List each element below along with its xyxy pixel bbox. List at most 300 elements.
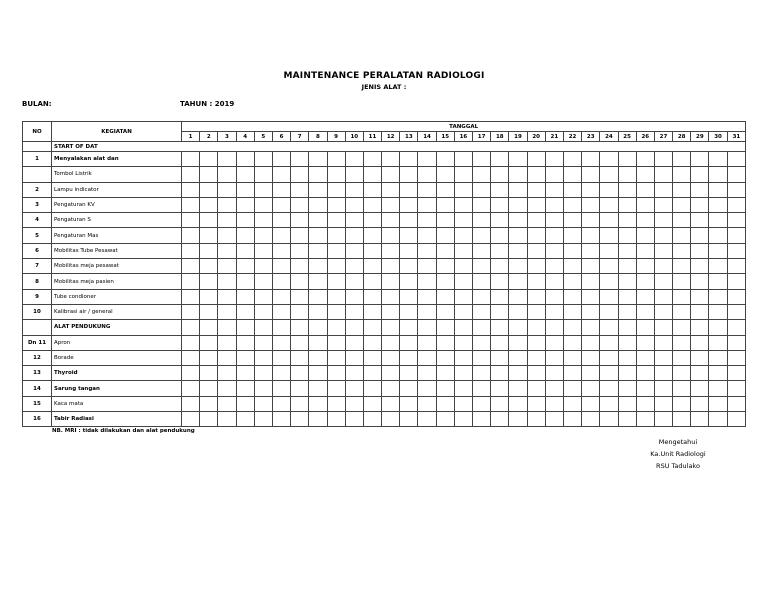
check-cell[interactable] <box>527 197 545 212</box>
check-cell[interactable] <box>654 289 672 304</box>
check-cell[interactable] <box>254 366 272 381</box>
check-cell[interactable] <box>582 167 600 182</box>
check-cell[interactable] <box>727 213 746 228</box>
check-cell[interactable] <box>600 289 618 304</box>
check-cell[interactable] <box>654 350 672 365</box>
check-cell[interactable] <box>582 335 600 350</box>
check-cell[interactable] <box>436 350 454 365</box>
check-cell[interactable] <box>491 381 509 396</box>
check-cell[interactable] <box>382 412 400 427</box>
check-cell[interactable] <box>309 243 327 258</box>
check-cell[interactable] <box>218 197 236 212</box>
check-cell[interactable] <box>509 335 527 350</box>
check-cell[interactable] <box>618 335 636 350</box>
check-cell[interactable] <box>691 335 709 350</box>
check-cell[interactable] <box>673 213 691 228</box>
check-cell[interactable] <box>618 320 636 335</box>
check-cell[interactable] <box>491 289 509 304</box>
check-cell[interactable] <box>400 259 418 274</box>
check-cell[interactable] <box>654 213 672 228</box>
check-cell[interactable] <box>709 366 727 381</box>
check-cell[interactable] <box>473 320 491 335</box>
check-cell[interactable] <box>709 289 727 304</box>
check-cell[interactable] <box>200 396 218 411</box>
check-cell[interactable] <box>236 335 254 350</box>
check-cell[interactable] <box>709 335 727 350</box>
check-cell[interactable] <box>563 289 581 304</box>
check-cell[interactable] <box>473 366 491 381</box>
check-cell[interactable] <box>291 243 309 258</box>
check-cell[interactable] <box>272 167 290 182</box>
check-cell[interactable] <box>527 289 545 304</box>
check-cell[interactable] <box>291 396 309 411</box>
check-cell[interactable] <box>473 335 491 350</box>
check-cell[interactable] <box>709 213 727 228</box>
check-cell[interactable] <box>254 182 272 197</box>
check-cell[interactable] <box>182 197 200 212</box>
check-cell[interactable] <box>673 197 691 212</box>
check-cell[interactable] <box>582 366 600 381</box>
check-cell[interactable] <box>291 228 309 243</box>
check-cell[interactable] <box>272 274 290 289</box>
check-cell[interactable] <box>636 243 654 258</box>
check-cell[interactable] <box>254 350 272 365</box>
check-cell[interactable] <box>545 213 563 228</box>
check-cell[interactable] <box>327 381 345 396</box>
check-cell[interactable] <box>563 197 581 212</box>
check-cell[interactable] <box>454 366 472 381</box>
check-cell[interactable] <box>418 289 436 304</box>
check-cell[interactable] <box>473 197 491 212</box>
check-cell[interactable] <box>527 259 545 274</box>
check-cell[interactable] <box>418 243 436 258</box>
check-cell[interactable] <box>382 366 400 381</box>
check-cell[interactable] <box>400 289 418 304</box>
check-cell[interactable] <box>309 335 327 350</box>
check-cell[interactable] <box>563 350 581 365</box>
check-cell[interactable] <box>527 396 545 411</box>
check-cell[interactable] <box>582 381 600 396</box>
check-cell[interactable] <box>236 182 254 197</box>
check-cell[interactable] <box>454 228 472 243</box>
check-cell[interactable] <box>545 412 563 427</box>
check-cell[interactable] <box>545 259 563 274</box>
check-cell[interactable] <box>272 213 290 228</box>
check-cell[interactable] <box>709 197 727 212</box>
check-cell[interactable] <box>236 366 254 381</box>
check-cell[interactable] <box>236 228 254 243</box>
check-cell[interactable] <box>491 228 509 243</box>
check-cell[interactable] <box>436 320 454 335</box>
check-cell[interactable] <box>327 304 345 319</box>
check-cell[interactable] <box>182 243 200 258</box>
check-cell[interactable] <box>309 152 327 167</box>
check-cell[interactable] <box>473 213 491 228</box>
check-cell[interactable] <box>327 259 345 274</box>
check-cell[interactable] <box>618 213 636 228</box>
check-cell[interactable] <box>545 350 563 365</box>
check-cell[interactable] <box>200 381 218 396</box>
check-cell[interactable] <box>182 335 200 350</box>
check-cell[interactable] <box>218 213 236 228</box>
check-cell[interactable] <box>382 213 400 228</box>
check-cell[interactable] <box>618 228 636 243</box>
check-cell[interactable] <box>182 274 200 289</box>
check-cell[interactable] <box>363 412 381 427</box>
check-cell[interactable] <box>218 396 236 411</box>
check-cell[interactable] <box>382 167 400 182</box>
check-cell[interactable] <box>309 228 327 243</box>
check-cell[interactable] <box>436 228 454 243</box>
check-cell[interactable] <box>272 197 290 212</box>
check-cell[interactable] <box>363 335 381 350</box>
check-cell[interactable] <box>236 243 254 258</box>
check-cell[interactable] <box>600 350 618 365</box>
check-cell[interactable] <box>418 412 436 427</box>
check-cell[interactable] <box>382 396 400 411</box>
check-cell[interactable] <box>291 213 309 228</box>
check-cell[interactable] <box>236 350 254 365</box>
check-cell[interactable] <box>582 259 600 274</box>
check-cell[interactable] <box>509 304 527 319</box>
check-cell[interactable] <box>636 197 654 212</box>
check-cell[interactable] <box>527 182 545 197</box>
check-cell[interactable] <box>727 243 746 258</box>
check-cell[interactable] <box>363 381 381 396</box>
check-cell[interactable] <box>600 335 618 350</box>
check-cell[interactable] <box>636 182 654 197</box>
check-cell[interactable] <box>291 335 309 350</box>
check-cell[interactable] <box>363 243 381 258</box>
check-cell[interactable] <box>582 152 600 167</box>
check-cell[interactable] <box>363 167 381 182</box>
check-cell[interactable] <box>654 274 672 289</box>
check-cell[interactable] <box>382 152 400 167</box>
check-cell[interactable] <box>436 381 454 396</box>
check-cell[interactable] <box>200 152 218 167</box>
check-cell[interactable] <box>254 320 272 335</box>
check-cell[interactable] <box>691 197 709 212</box>
check-cell[interactable] <box>673 182 691 197</box>
check-cell[interactable] <box>200 304 218 319</box>
check-cell[interactable] <box>327 243 345 258</box>
check-cell[interactable] <box>272 304 290 319</box>
check-cell[interactable] <box>236 320 254 335</box>
check-cell[interactable] <box>491 304 509 319</box>
check-cell[interactable] <box>236 167 254 182</box>
check-cell[interactable] <box>291 320 309 335</box>
check-cell[interactable] <box>654 381 672 396</box>
check-cell[interactable] <box>600 182 618 197</box>
check-cell[interactable] <box>345 320 363 335</box>
check-cell[interactable] <box>563 152 581 167</box>
check-cell[interactable] <box>400 304 418 319</box>
check-cell[interactable] <box>654 152 672 167</box>
check-cell[interactable] <box>345 381 363 396</box>
check-cell[interactable] <box>473 274 491 289</box>
check-cell[interactable] <box>400 152 418 167</box>
check-cell[interactable] <box>491 366 509 381</box>
check-cell[interactable] <box>491 320 509 335</box>
check-cell[interactable] <box>200 335 218 350</box>
check-cell[interactable] <box>727 412 746 427</box>
check-cell[interactable] <box>272 289 290 304</box>
check-cell[interactable] <box>363 228 381 243</box>
check-cell[interactable] <box>473 228 491 243</box>
check-cell[interactable] <box>454 396 472 411</box>
check-cell[interactable] <box>654 366 672 381</box>
check-cell[interactable] <box>272 366 290 381</box>
check-cell[interactable] <box>636 412 654 427</box>
check-cell[interactable] <box>309 366 327 381</box>
check-cell[interactable] <box>272 152 290 167</box>
check-cell[interactable] <box>636 289 654 304</box>
check-cell[interactable] <box>709 259 727 274</box>
check-cell[interactable] <box>527 320 545 335</box>
check-cell[interactable] <box>618 274 636 289</box>
check-cell[interactable] <box>527 366 545 381</box>
check-cell[interactable] <box>454 304 472 319</box>
check-cell[interactable] <box>200 167 218 182</box>
check-cell[interactable] <box>309 381 327 396</box>
check-cell[interactable] <box>363 304 381 319</box>
check-cell[interactable] <box>418 274 436 289</box>
check-cell[interactable] <box>327 274 345 289</box>
check-cell[interactable] <box>345 396 363 411</box>
check-cell[interactable] <box>400 381 418 396</box>
check-cell[interactable] <box>691 320 709 335</box>
check-cell[interactable] <box>454 182 472 197</box>
check-cell[interactable] <box>673 304 691 319</box>
check-cell[interactable] <box>618 259 636 274</box>
check-cell[interactable] <box>563 213 581 228</box>
check-cell[interactable] <box>563 366 581 381</box>
check-cell[interactable] <box>673 412 691 427</box>
check-cell[interactable] <box>509 289 527 304</box>
check-cell[interactable] <box>654 243 672 258</box>
check-cell[interactable] <box>345 182 363 197</box>
check-cell[interactable] <box>436 152 454 167</box>
check-cell[interactable] <box>527 152 545 167</box>
check-cell[interactable] <box>709 243 727 258</box>
check-cell[interactable] <box>727 182 746 197</box>
check-cell[interactable] <box>545 396 563 411</box>
check-cell[interactable] <box>200 412 218 427</box>
check-cell[interactable] <box>436 412 454 427</box>
check-cell[interactable] <box>582 182 600 197</box>
check-cell[interactable] <box>491 243 509 258</box>
check-cell[interactable] <box>254 167 272 182</box>
check-cell[interactable] <box>509 381 527 396</box>
check-cell[interactable] <box>654 396 672 411</box>
check-cell[interactable] <box>691 167 709 182</box>
check-cell[interactable] <box>309 274 327 289</box>
check-cell[interactable] <box>636 213 654 228</box>
check-cell[interactable] <box>218 182 236 197</box>
check-cell[interactable] <box>491 335 509 350</box>
check-cell[interactable] <box>327 289 345 304</box>
check-cell[interactable] <box>618 289 636 304</box>
check-cell[interactable] <box>582 228 600 243</box>
check-cell[interactable] <box>363 259 381 274</box>
check-cell[interactable] <box>291 197 309 212</box>
check-cell[interactable] <box>200 228 218 243</box>
check-cell[interactable] <box>582 350 600 365</box>
check-cell[interactable] <box>673 274 691 289</box>
check-cell[interactable] <box>254 243 272 258</box>
check-cell[interactable] <box>527 213 545 228</box>
check-cell[interactable] <box>272 335 290 350</box>
check-cell[interactable] <box>545 304 563 319</box>
check-cell[interactable] <box>345 304 363 319</box>
check-cell[interactable] <box>545 366 563 381</box>
check-cell[interactable] <box>491 396 509 411</box>
check-cell[interactable] <box>527 350 545 365</box>
check-cell[interactable] <box>454 320 472 335</box>
check-cell[interactable] <box>527 381 545 396</box>
check-cell[interactable] <box>473 182 491 197</box>
check-cell[interactable] <box>182 289 200 304</box>
check-cell[interactable] <box>527 274 545 289</box>
check-cell[interactable] <box>636 366 654 381</box>
check-cell[interactable] <box>673 259 691 274</box>
check-cell[interactable] <box>345 197 363 212</box>
check-cell[interactable] <box>382 335 400 350</box>
check-cell[interactable] <box>673 320 691 335</box>
check-cell[interactable] <box>618 152 636 167</box>
check-cell[interactable] <box>418 335 436 350</box>
check-cell[interactable] <box>218 381 236 396</box>
check-cell[interactable] <box>309 412 327 427</box>
check-cell[interactable] <box>563 274 581 289</box>
check-cell[interactable] <box>345 243 363 258</box>
check-cell[interactable] <box>727 289 746 304</box>
check-cell[interactable] <box>345 274 363 289</box>
check-cell[interactable] <box>418 167 436 182</box>
check-cell[interactable] <box>345 350 363 365</box>
check-cell[interactable] <box>254 335 272 350</box>
check-cell[interactable] <box>272 228 290 243</box>
check-cell[interactable] <box>654 320 672 335</box>
check-cell[interactable] <box>236 304 254 319</box>
check-cell[interactable] <box>673 243 691 258</box>
check-cell[interactable] <box>563 304 581 319</box>
check-cell[interactable] <box>382 304 400 319</box>
check-cell[interactable] <box>636 320 654 335</box>
check-cell[interactable] <box>182 259 200 274</box>
check-cell[interactable] <box>309 320 327 335</box>
check-cell[interactable] <box>382 259 400 274</box>
check-cell[interactable] <box>236 289 254 304</box>
check-cell[interactable] <box>254 381 272 396</box>
check-cell[interactable] <box>272 259 290 274</box>
check-cell[interactable] <box>491 213 509 228</box>
check-cell[interactable] <box>254 228 272 243</box>
check-cell[interactable] <box>418 152 436 167</box>
check-cell[interactable] <box>545 182 563 197</box>
check-cell[interactable] <box>527 167 545 182</box>
check-cell[interactable] <box>545 320 563 335</box>
check-cell[interactable] <box>436 366 454 381</box>
check-cell[interactable] <box>727 335 746 350</box>
check-cell[interactable] <box>636 381 654 396</box>
check-cell[interactable] <box>309 182 327 197</box>
check-cell[interactable] <box>600 396 618 411</box>
check-cell[interactable] <box>291 412 309 427</box>
check-cell[interactable] <box>382 182 400 197</box>
check-cell[interactable] <box>418 213 436 228</box>
check-cell[interactable] <box>563 259 581 274</box>
check-cell[interactable] <box>563 167 581 182</box>
check-cell[interactable] <box>236 396 254 411</box>
check-cell[interactable] <box>473 381 491 396</box>
check-cell[interactable] <box>636 152 654 167</box>
check-cell[interactable] <box>200 350 218 365</box>
check-cell[interactable] <box>709 152 727 167</box>
check-cell[interactable] <box>309 304 327 319</box>
check-cell[interactable] <box>182 304 200 319</box>
check-cell[interactable] <box>709 350 727 365</box>
check-cell[interactable] <box>327 228 345 243</box>
check-cell[interactable] <box>436 335 454 350</box>
check-cell[interactable] <box>527 243 545 258</box>
check-cell[interactable] <box>200 274 218 289</box>
check-cell[interactable] <box>400 335 418 350</box>
check-cell[interactable] <box>691 274 709 289</box>
check-cell[interactable] <box>291 289 309 304</box>
check-cell[interactable] <box>454 350 472 365</box>
check-cell[interactable] <box>436 213 454 228</box>
check-cell[interactable] <box>727 396 746 411</box>
check-cell[interactable] <box>236 259 254 274</box>
check-cell[interactable] <box>327 335 345 350</box>
check-cell[interactable] <box>436 304 454 319</box>
check-cell[interactable] <box>673 396 691 411</box>
check-cell[interactable] <box>327 197 345 212</box>
check-cell[interactable] <box>418 182 436 197</box>
check-cell[interactable] <box>600 197 618 212</box>
check-cell[interactable] <box>254 213 272 228</box>
check-cell[interactable] <box>691 213 709 228</box>
check-cell[interactable] <box>618 304 636 319</box>
check-cell[interactable] <box>636 274 654 289</box>
check-cell[interactable] <box>509 167 527 182</box>
check-cell[interactable] <box>218 167 236 182</box>
check-cell[interactable] <box>436 243 454 258</box>
check-cell[interactable] <box>418 259 436 274</box>
check-cell[interactable] <box>182 366 200 381</box>
check-cell[interactable] <box>600 152 618 167</box>
check-cell[interactable] <box>454 381 472 396</box>
check-cell[interactable] <box>327 167 345 182</box>
check-cell[interactable] <box>545 335 563 350</box>
check-cell[interactable] <box>582 289 600 304</box>
check-cell[interactable] <box>491 197 509 212</box>
check-cell[interactable] <box>727 152 746 167</box>
check-cell[interactable] <box>254 412 272 427</box>
check-cell[interactable] <box>272 243 290 258</box>
check-cell[interactable] <box>436 396 454 411</box>
check-cell[interactable] <box>636 167 654 182</box>
check-cell[interactable] <box>400 320 418 335</box>
check-cell[interactable] <box>291 152 309 167</box>
check-cell[interactable] <box>673 228 691 243</box>
check-cell[interactable] <box>254 304 272 319</box>
check-cell[interactable] <box>400 274 418 289</box>
check-cell[interactable] <box>600 412 618 427</box>
check-cell[interactable] <box>691 412 709 427</box>
check-cell[interactable] <box>563 228 581 243</box>
